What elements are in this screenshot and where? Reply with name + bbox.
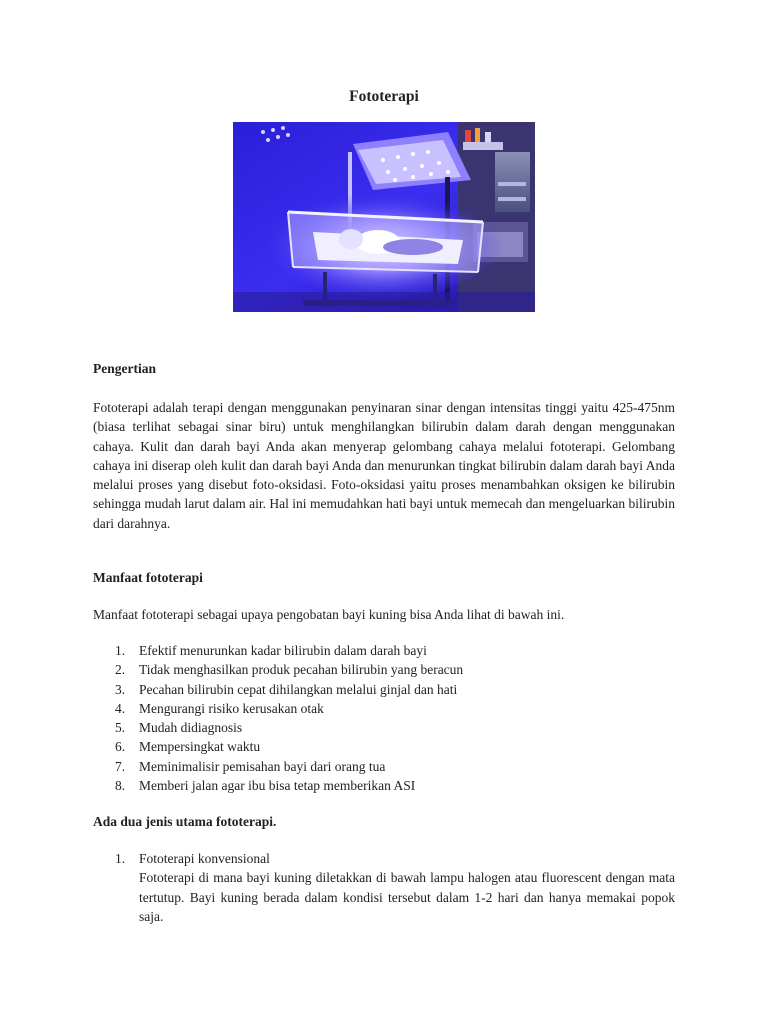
types-list [93, 849, 675, 926]
type-title: Fototerapi konvensional [139, 851, 270, 866]
heading-pengertian: Pengertian [93, 361, 156, 376]
list-item: 6. Mempersingkat waktu [115, 739, 261, 755]
paragraph-pengertian: Fototerapi adalah terapi dengan menggunakan penyinaran sinar dengan intensitas tinggi yaitu 425-475nm (biasa terlihat sebagai sinar biru) untuk menghilangkan bilirubin dalam darah dengan menggunakan cahaya. Kulit dan darah bayi Anda akan menyerap gelombang cahaya melalui fototerapi. Gelombang cahaya ini diserap oleh kulit dan darah bayi Anda dan menurunkan tingkat bilirubin dalam darah bayi Anda melalui proses yang disebut foto-oksidasi. Foto-oksidasi yaitu proses menambahkan oksigen ke bilirubin sehingga mudah larut dalam air. Hal ini memudahkan hati bayi untuk memecah dan mengeluarkan bilirubin dari darahnya. [93, 400, 675, 531]
list-item: 2. Tidak menghasilkan produk pecahan bilirubin yang beracun [115, 662, 464, 678]
list-item: 5. Mudah didiagnosis [115, 720, 243, 736]
heading-manfaat: Manfaat fototerapi [93, 570, 203, 585]
list-item: 3. Pecahan bilirubin cepat dihilangkan melalui ginjal dan hati [115, 681, 458, 697]
type-description: Fototerapi di mana bayi kuning diletakkan di bawah lampu halogen atau fluorescent dengan mata tertutup. Bayi kuning berada dalam kondisi tersebut dalam 1-2 hari dan hanya memakai popok saja. [139, 870, 675, 924]
document-title: Fototerapi [349, 88, 419, 105]
list-item: 7. Meminimalisir pemisahan bayi dari orang tua [115, 758, 386, 774]
heading-jenis: Ada dua jenis utama fototerapi. [93, 814, 277, 829]
list-item: 4. Mengurangi risiko kerusakan otak [115, 700, 324, 716]
list-item: 1. Efektif menurunkan kadar bilirubin dalam darah bayi [115, 643, 427, 658]
phototherapy-incubator-photo [233, 122, 535, 312]
list-item: 1. Fototerapi konvensional Fototerapi di mana bayi kuning diletakkan di bawah lampu halogen atau fluorescent dengan mata tertutup. Bayi kuning berada dalam kondisi tersebut dalam 1-2 hari dan hanya memakai popok saja. [93, 849, 675, 926]
list-item: 8. Memberi jalan agar ibu bisa tetap memberikan ASI [115, 778, 416, 794]
benefits-list [93, 641, 675, 795]
paragraph-manfaat-intro: Manfaat fototerapi sebagai upaya pengobatan bayi kuning bisa Anda lihat di bawah ini. [93, 607, 565, 622]
